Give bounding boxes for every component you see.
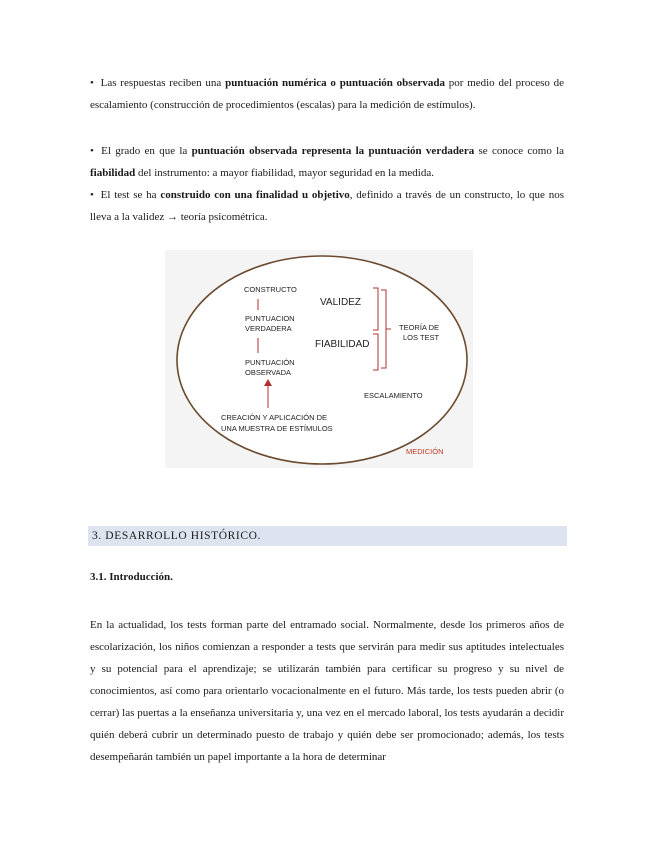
bullet-text: se conoce como la — [478, 145, 565, 157]
bullet-bold-text: construido con una finalidad u objetivo — [160, 189, 350, 201]
label-puntuacion-verdadera: PUNTUACION — [245, 314, 295, 323]
subsection-title: 3.1. Introducción. — [90, 571, 173, 583]
label-puntuacion-observada: OBSERVADA — [245, 368, 291, 377]
section-title: 3. DESARROLLO HISTÓRICO. — [92, 530, 262, 542]
label-constructo: CONSTRUCTO — [244, 285, 297, 294]
bullet-text: Las respuestas reciben una — [100, 77, 222, 89]
bullet-bold-text: puntuación observada representa la puntuación verdadera — [191, 145, 475, 157]
bullet-text: del instrumento: a mayor fiabilidad, mayor seguridad en la medida. — [138, 167, 434, 179]
label-puntuacion-verdadera: VERDADERA — [245, 324, 292, 333]
label-medicion: MEDICIÓN — [406, 447, 444, 456]
arrow-icon: → — [166, 211, 178, 223]
diagram-svg — [165, 250, 473, 468]
bullet-mark: • — [90, 145, 94, 157]
bullet-mark: • — [90, 77, 94, 89]
bullet-puntuacion-observada — [90, 72, 564, 116]
bullet-text: por medio del proceso de escalamiento (construcción de procedimientos (escalas) para la medición de estímulos). — [90, 77, 565, 111]
label-validez: VALIDEZ — [320, 297, 361, 308]
label-teoria: TEORÍA DE — [399, 323, 440, 332]
bullet-bold-text: puntuación numérica o puntuación observada — [225, 77, 445, 89]
measurement-diagram — [165, 250, 473, 468]
label-creacion: CREACIÓN Y APLICACIÓN DE — [221, 413, 328, 422]
bullet-mark: • — [90, 189, 94, 201]
label-teoria: LOS TEST — [403, 333, 440, 342]
label-puntuacion-observada: PUNTUACIÓN — [245, 358, 295, 367]
label-fiabilidad: FIABILIDAD — [315, 339, 370, 350]
label-creacion: UNA MUESTRA DE ESTÍMULOS — [221, 424, 333, 433]
bullet-validez — [90, 184, 564, 228]
bullet-text: , definido a través de un constructo, lo que nos lleva a la validez — [90, 189, 564, 223]
label-escalamiento: ESCALAMIENTO — [364, 391, 423, 400]
bullet-fiabilidad — [90, 140, 564, 184]
bullet-text: El test se ha — [100, 189, 157, 201]
bullet-text: El grado en que la — [101, 145, 188, 157]
bullet-bold-text: fiabilidad — [90, 167, 136, 179]
body-paragraph: En la actualidad, los tests forman parte del entramado social. Normalmente, desde los primeros años de escolarización, los niños comienzan a responder a tests que servirán para medir sus aptitudes intelectuales y su potencial para el aprendizaje; se utilizarán también para certificar su progreso y su nivel de conocimientos, así como para orientarlo vocacionalmente en el futuro. Más tarde, los tests pueden abrir (o cerrar) las puertas a la enseñanza universitaria y, una vez en el mercado laboral, los tests ayudarán a decidir quién deberá cubrir un determinado puesto de trabajo y quién debe ser promocionado; además, los tests desempeñarán también un papel importante a la hora de determinar — [90, 619, 564, 763]
bullet-text: teoría psicométrica. — [180, 211, 268, 223]
